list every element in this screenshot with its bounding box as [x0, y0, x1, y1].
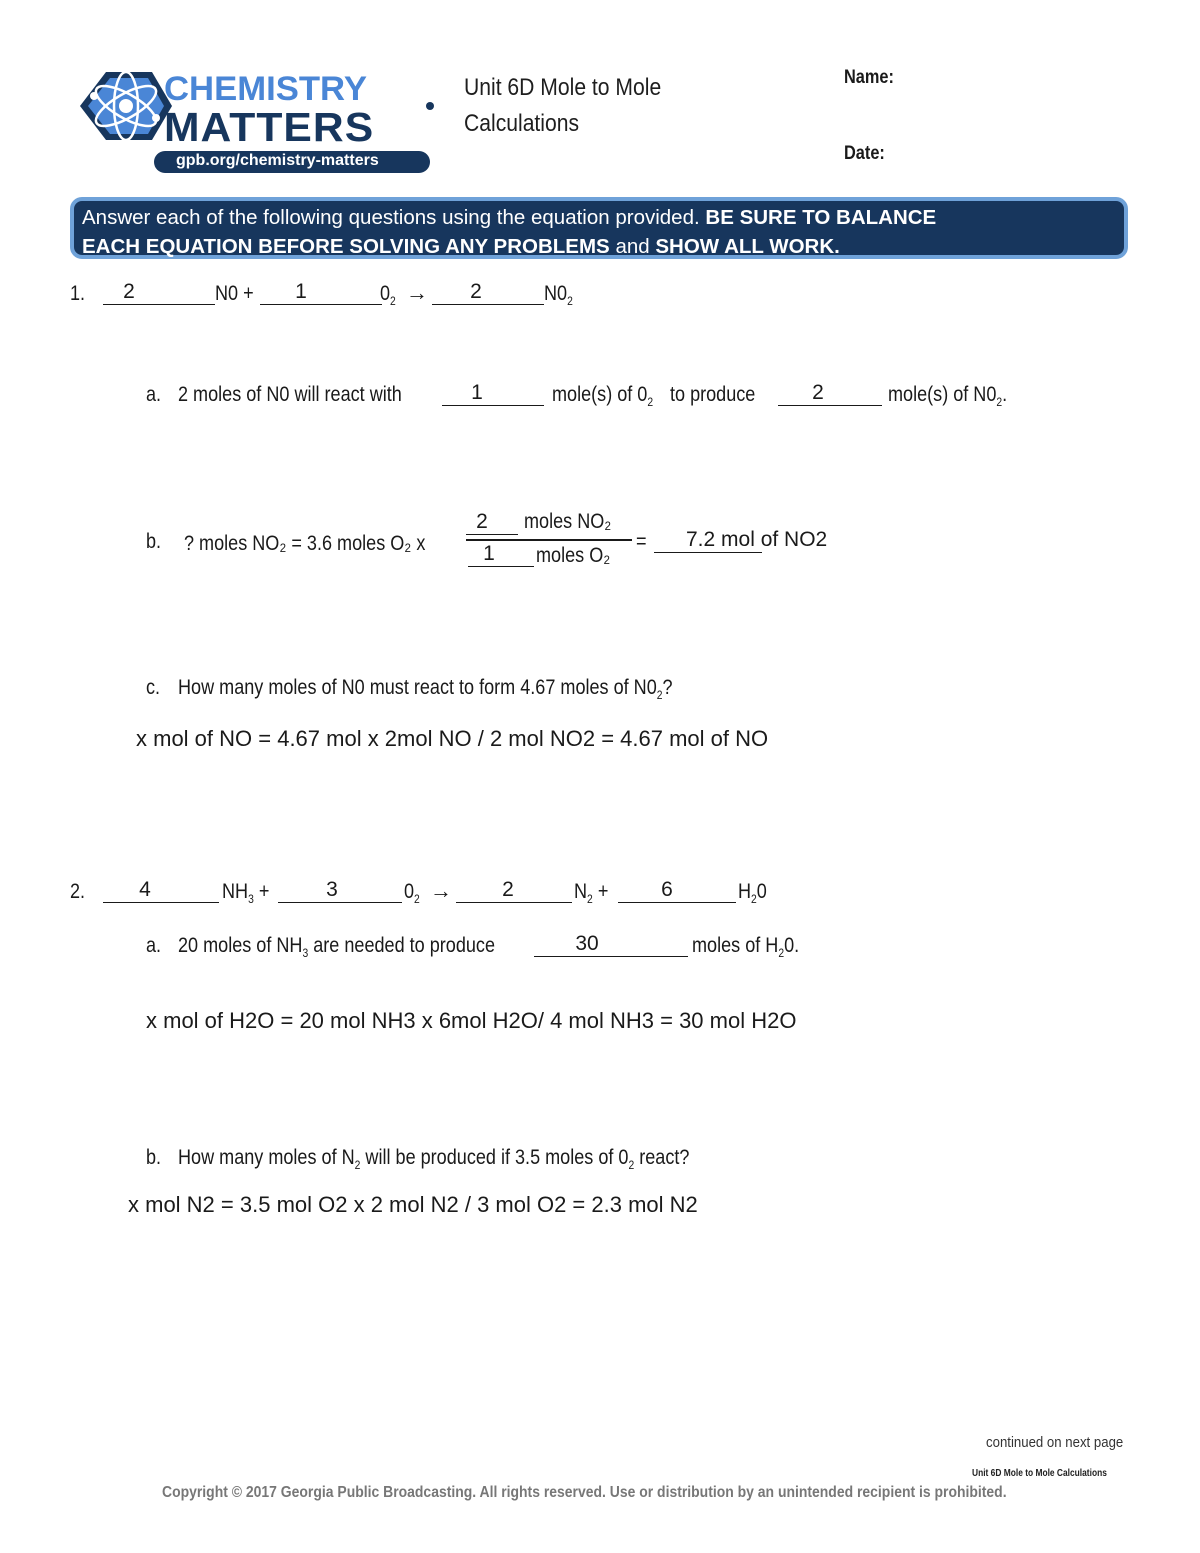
q1-coef-no2[interactable]: 2: [432, 280, 544, 305]
page-title-line2: Calculations: [464, 110, 580, 137]
continued-note: continued on next page: [986, 1434, 1124, 1451]
q2a-answer[interactable]: 30: [534, 932, 688, 957]
instructions-line1: Answer each of the following questions using the equation provided. BE SURE TO BALANCE: [82, 206, 937, 229]
q2-coef-o2[interactable]: 3: [278, 878, 402, 903]
arrow-icon: →: [430, 878, 452, 903]
q1-no2-label: $N0_2$: [544, 282, 573, 308]
q2-h2o-label: $H_20$: [738, 880, 767, 906]
q2-coef-nh3[interactable]: 4: [103, 878, 219, 903]
q1b-num-value[interactable]: 2: [466, 510, 518, 535]
q1-no-label: N0 +: [215, 282, 254, 305]
page-title: [464, 70, 661, 142]
q2b-work: x mol N2 = 3.5 mol O2 x 2 mol N2 / 3 mol O2 = 2.3 mol N2: [128, 1192, 698, 1217]
q2-coef-n2[interactable]: 2: [456, 878, 572, 903]
q2b-label: b.: [146, 1146, 162, 1169]
q1a-answer2[interactable]: 2: [778, 381, 882, 406]
q2-n2-label: $N_2$ +: [574, 880, 609, 906]
q1a-text4: mole(s) of $N0_2$.: [888, 383, 1008, 409]
q1-number: 1.: [70, 282, 86, 305]
logo-url-text: gpb.org/chemistry-matters: [176, 152, 379, 169]
q1b-equals: =: [636, 530, 647, 553]
q2-equation: [70, 878, 970, 908]
q2-coef-h2o[interactable]: 6: [618, 878, 736, 903]
page-title-line1: Unit 6D Mole to Mole: [464, 74, 662, 101]
q1a-answer1[interactable]: 1: [442, 381, 544, 406]
q2a-text1: 20 moles of $NH_3$ are needed to produce: [178, 934, 496, 960]
q2a-work: x mol of H2O = 20 mol NH3 x 6mol H2O/ 4 mol NH3 = 30 mol H2O: [146, 1008, 797, 1033]
q1c-question: How many moles of N0 must react to form 4.67 moles of $N0_2$?: [178, 676, 673, 702]
q1-part-c: [136, 674, 1046, 764]
q2-nh3-label: $NH_3$ +: [222, 880, 270, 906]
instructions-banner: [70, 197, 1128, 259]
q2a-label: a.: [146, 934, 162, 957]
q1b-fraction-bar: [466, 539, 632, 541]
q1c-work: x mol of NO = 4.67 mol x 2mol NO / 2 mol NO2 = 4.67 mol of NO: [136, 726, 769, 751]
logo-chemistry-text: CHEMISTRY: [164, 70, 367, 108]
q2-number: 2.: [70, 880, 86, 903]
date-label: Date:: [844, 143, 885, 164]
q1-coef-o2[interactable]: 1: [260, 280, 382, 305]
q2-part-b: [128, 1144, 1046, 1224]
chemistry-matters-logo: [68, 66, 440, 176]
copyright-notice: Copyright © 2017 Georgia Public Broadcasting. All rights reserved. Use or distribution by an unintended recipient is prohibited.: [162, 1484, 1007, 1501]
q1a-text1: 2 moles of N0 will react with: [178, 383, 402, 406]
q1b-den-unit: moles O₂: [536, 544, 611, 567]
q1b-lhs: ? moles NO₂ = 3.6 moles O₂ x: [184, 532, 426, 555]
q1-coef-no[interactable]: 2: [103, 280, 215, 305]
q1c-label: c.: [146, 676, 161, 699]
instructions-line2: EACH EQUATION BEFORE SOLVING ANY PROBLEMS and SHOW ALL WORK.: [82, 235, 840, 258]
q2a-text3: moles of $H_20$.: [692, 934, 800, 960]
footer-doc-label: Unit 6D Mole to Mole Calculations: [972, 1468, 1107, 1479]
q1a-text2: mole(s) of $0_2$: [552, 383, 654, 409]
q1b-label: b.: [146, 530, 162, 553]
name-label: Name:: [844, 67, 894, 88]
q2-o2-label: $0_2$: [404, 880, 420, 906]
q2-part-a: [146, 932, 1046, 1042]
q2b-question: How many moles of $N_2$ will be produced if 3.5 moles of $0_2$ react?: [178, 1146, 690, 1172]
q1b-den-value[interactable]: 1: [468, 542, 534, 567]
q1b-num-unit: moles NO₂: [524, 510, 612, 533]
q1-part-b: [146, 506, 846, 576]
q1a-text3: to produce: [670, 383, 756, 406]
arrow-icon: →: [406, 280, 428, 305]
q1-o2-label: $0_2$: [380, 282, 396, 308]
q1-part-a: [146, 381, 1106, 413]
logo-matters-text: MATTERS: [164, 104, 375, 150]
q1a-label: a.: [146, 383, 162, 406]
q1b-answer[interactable]: 7.2 mol of NO2: [654, 528, 762, 553]
